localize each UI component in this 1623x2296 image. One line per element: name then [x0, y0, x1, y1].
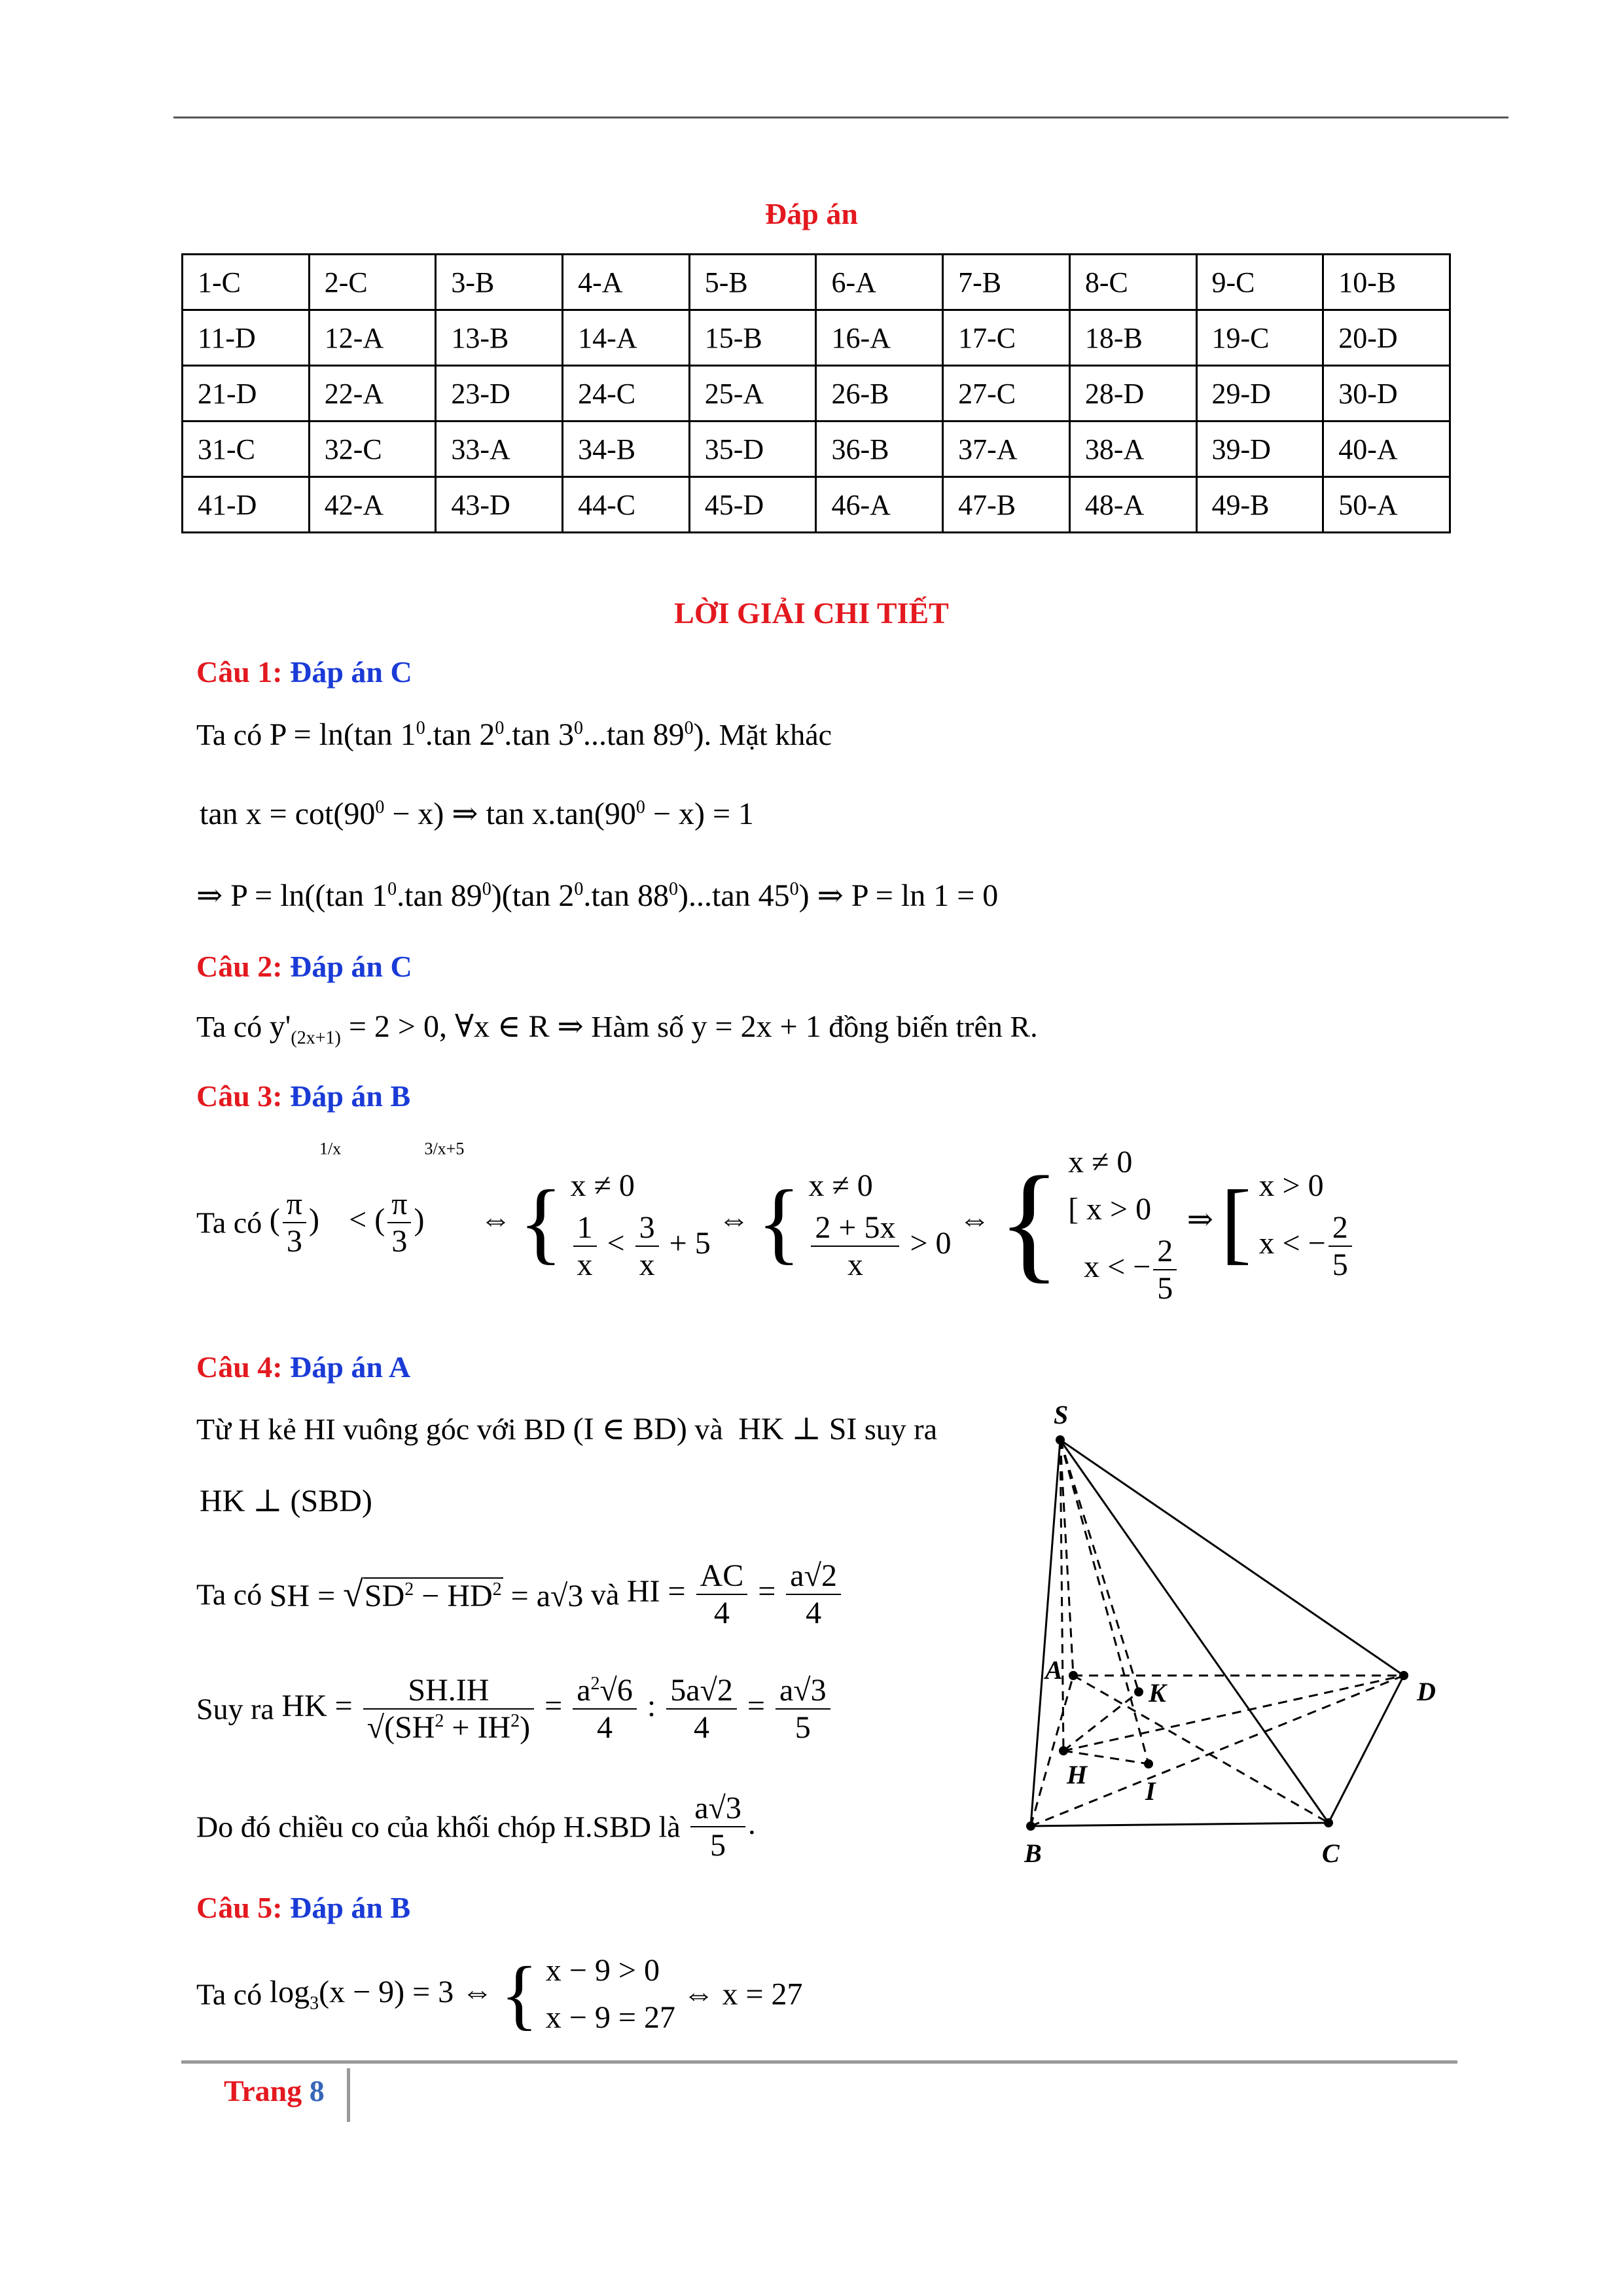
footer-divider: [347, 2068, 350, 2122]
label-K: K: [1149, 1678, 1166, 1708]
answer-cell: 29-D: [1196, 366, 1323, 422]
solutions-title: LỜI GIẢI CHI TIẾT: [674, 596, 949, 630]
q4-line-1: Từ H kẻ HI vuông góc với BD (I ∈ BD) và HK ⊥ SI suy ra: [196, 1412, 938, 1446]
answer-cell: 14-A: [563, 310, 690, 366]
answer-cell: 16-A: [816, 310, 943, 366]
answer-cell: 31-C: [183, 422, 310, 477]
label-H: H: [1067, 1760, 1088, 1789]
question-3-heading: Câu 3: Đáp án B: [196, 1079, 411, 1113]
answer-cell: 48-A: [1069, 477, 1196, 533]
answer-cell: 24-C: [563, 366, 690, 422]
answer-cell: 49-B: [1196, 477, 1323, 533]
answer-cell: 19-C: [1196, 310, 1323, 366]
answer-key-table: [181, 253, 1451, 533]
answer-cell: 32-C: [309, 422, 436, 477]
answer-cell: 43-D: [436, 477, 563, 533]
answer-cell: 10-B: [1323, 255, 1450, 310]
label-C: C: [1322, 1839, 1340, 1868]
answer-cell: 50-A: [1323, 477, 1450, 533]
answer-cell: 1-C: [183, 255, 310, 310]
answer-key-title: Đáp án: [765, 197, 858, 230]
edge-SD: [1060, 1440, 1404, 1676]
q2-line: Ta có $y'_{(2x+1)} = 2 > 0$, ∀x ∈ R ⇒ Hàm số y = 2x + 1 đồng biến trên R.: [196, 1009, 1038, 1049]
answer-cell: 28-D: [1069, 366, 1196, 422]
question-5-heading: Câu 5: Đáp án B: [196, 1891, 411, 1924]
answer-cell: 11-D: [183, 310, 310, 366]
answer-cell: 9-C: [1196, 255, 1323, 310]
q3-line: Ta có ( $\frac{\pi}{3}$ )$^{1/x}$ < ( $\frac{\pi}{3}$ )$^{3/x+5}$ ⇔ { x ≠ 0 $\frac{1}{x}$ < $\frac{3}{x}$ + 5 ⇔ { x ≠ 0 $\frac{2 + 5x}{x}$ > 0 ⇔ { x ≠ 0 [ x > 0 x < − $\frac{2}{5}$ ⇒ [ x > 0 x < − $\frac{2}{5}$: [196, 1139, 1355, 1306]
answer-cell: 17-C: [943, 310, 1070, 366]
answer-row: [183, 310, 1450, 366]
question-2-heading: Câu 2: Đáp án C: [196, 950, 412, 983]
answer-cell: 35-D: [689, 422, 816, 477]
answer-cell: 33-A: [436, 422, 563, 477]
edge-BC: [1031, 1823, 1329, 1826]
answer-cell: 26-B: [816, 366, 943, 422]
answer-row: [183, 422, 1450, 477]
q4-line-5: Do đó chiều co của khối chóp H.SBD là $\frac{a√3}{5}$ .: [196, 1791, 756, 1863]
edge-SB: [1031, 1440, 1060, 1826]
question-4-heading: Câu 4: Đáp án A: [196, 1350, 411, 1384]
answer-cell: 7-B: [943, 255, 1070, 310]
answer-cell: 40-A: [1323, 422, 1450, 477]
answer-cell: 39-D: [1196, 422, 1323, 477]
answer-cell: 3-B: [436, 255, 563, 310]
label-I: I: [1145, 1776, 1156, 1806]
label-S: S: [1054, 1400, 1069, 1429]
q1-line-1: Ta có P = ln(tan $1^0.\tan$ $2^0.\tan$ $3^0...\tan$ $89^0$). Mặt khác: [196, 717, 832, 752]
answer-cell: 2-C: [309, 255, 436, 310]
answer-cell: 20-D: [1323, 310, 1450, 366]
answer-cell: 4-A: [563, 255, 690, 310]
answer-cell: 30-D: [1323, 366, 1450, 422]
answer-cell: 37-A: [943, 422, 1070, 477]
answer-cell: 25-A: [689, 366, 816, 422]
label-A: A: [1045, 1655, 1063, 1685]
q4-line-4: Suy ra HK = $\frac{SH.IH}{√(SH^2 + IH^2)}$ = $\frac{a^2√6}{4}$ : $\frac{5a√2}{4}$ = $\frac{a√3}{5}$: [196, 1672, 833, 1746]
answer-cell: 27-C: [943, 366, 1070, 422]
q5-line: Ta có $\log_3(x - 9) = 3$ ⇔ { x − 9 > 0 x − 9 = 27 ⇔ x = 27: [196, 1950, 803, 2037]
pyramid-figure: [1018, 1394, 1450, 1878]
answer-row: [183, 366, 1450, 422]
footer-rule: [181, 2060, 1457, 2064]
answer-row: [183, 477, 1450, 533]
answer-cell: 44-C: [563, 477, 690, 533]
label-D: D: [1417, 1677, 1436, 1706]
q1-line-3: ⇒ P = ln((tan $1^0.\tan$ $89^0)(\tan$ $2^0.\tan$ $88^0)...\tan$ $45^0$) ⇒ P = ln 1 = 0: [196, 878, 999, 913]
answer-cell: 8-C: [1069, 255, 1196, 310]
answer-cell: 5-B: [689, 255, 816, 310]
answer-cell: 21-D: [183, 366, 310, 422]
answer-cell: 41-D: [183, 477, 310, 533]
answer-cell: 12-A: [309, 310, 436, 366]
answer-cell: 45-D: [689, 477, 816, 533]
answer-cell: 46-A: [816, 477, 943, 533]
edge-CD: [1329, 1676, 1404, 1823]
top-rule: [173, 117, 1508, 118]
answer-cell: 18-B: [1069, 310, 1196, 366]
answer-cell: 36-B: [816, 422, 943, 477]
answer-cell: 6-A: [816, 255, 943, 310]
label-B: B: [1024, 1839, 1042, 1868]
q1-line-2: $\tan x = \cot(90^0 - x)$ ⇒ $\tan x.\tan(90^0 - x) = 1$: [200, 797, 755, 831]
q4-line-2: HK ⊥ (SBD): [200, 1484, 372, 1518]
answer-cell: 42-A: [309, 477, 436, 533]
page-footer: Trang 8: [224, 2074, 325, 2108]
edge-SC: [1060, 1440, 1329, 1823]
answer-cell: 15-B: [689, 310, 816, 366]
answer-cell: 23-D: [436, 366, 563, 422]
answer-cell: 47-B: [943, 477, 1070, 533]
answer-cell: 38-A: [1069, 422, 1196, 477]
answer-cell: 34-B: [563, 422, 690, 477]
answer-cell: 13-B: [436, 310, 563, 366]
answer-row: [183, 255, 1450, 310]
question-1-heading: Câu 1: Đáp án C: [196, 655, 412, 689]
q4-line-3: Ta có SH = $√SD^2 - HD^2 = a√3$ và HI = $\frac{AC}{4}$ = $\frac{a√2}{4}$: [196, 1558, 844, 1631]
answer-cell: 22-A: [309, 366, 436, 422]
